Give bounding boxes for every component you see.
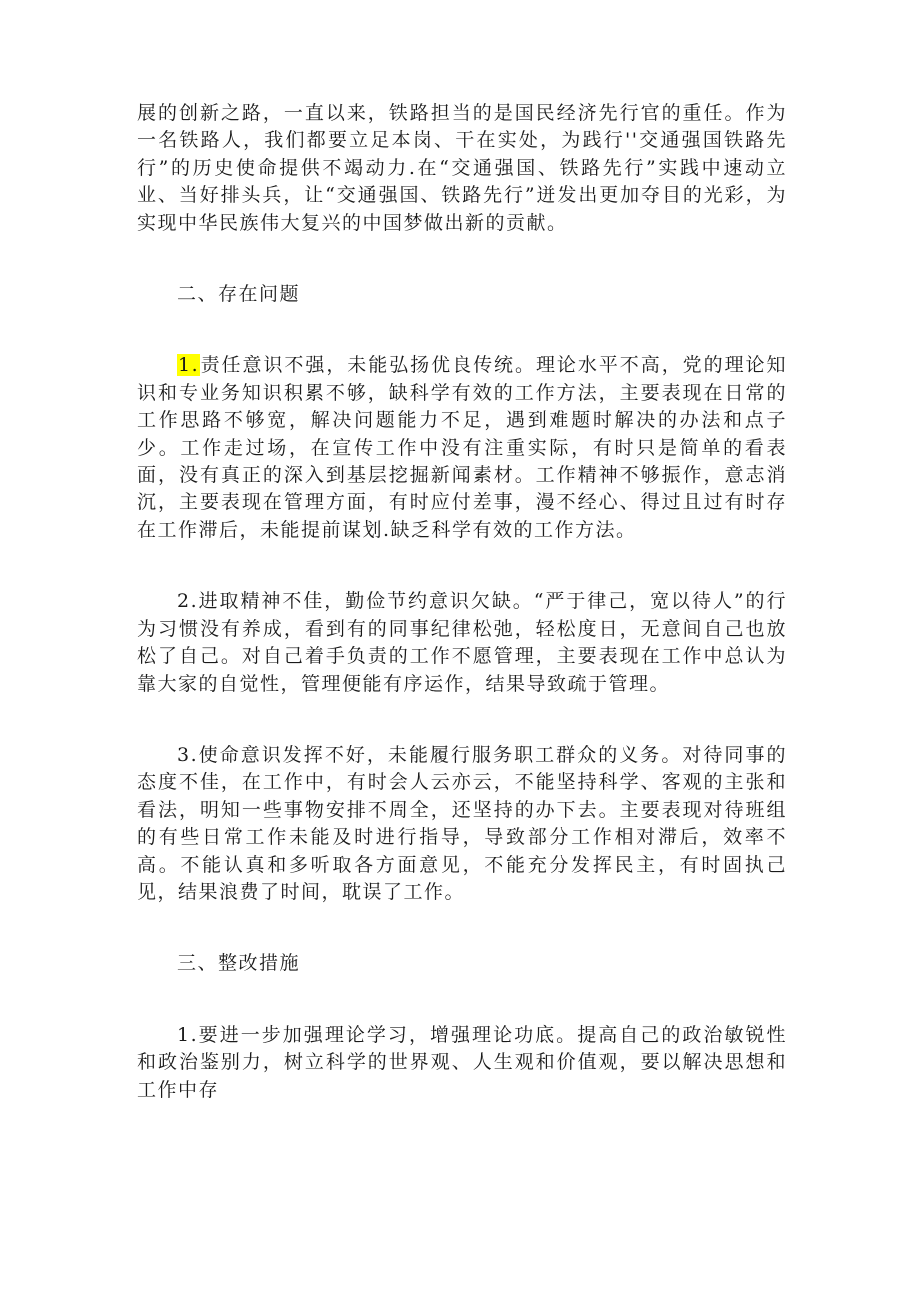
highlighted-item-number: 1. — [178, 354, 200, 377]
document-page — [137, 100, 787, 1104]
paragraph-problem-2: 2.进取精神不佳，勤俭节约意识欠缺。“严于律己，宽以待人”的行为习惯没有养成，看到有的同事纪律松弛，轻松度日，无意间自己也放松了自己。对自己着手负责的工作不愿管理，主要表现在工作中总认为靠大家的自觉性，管理便能有序运作，结果导致疏于管理。 — [137, 590, 787, 695]
section-heading-problems: 二、存在问题 — [177, 283, 301, 306]
section-heading-measures: 三、整改措施 — [177, 952, 301, 975]
problem-1-text: 责任意识不强，未能弘扬优良传统。理论水平不高，党的理论知识和专业务知识积累不够，缺科学有效的工作方法，主要表现在日常的工作思路不够宽，解决问题能力不足，遇到难题时解决的办法和点子少。工作走过场，在宣传工作中没有注重实际，有时只是简单的看表面，没有真正的深入到基层挖掘新闻素材。工作精神不够振作，意志消沉，主要表现在管理方面，有时应付差事，漫不经心、得过且过有时存在工作滞后，未能提前谋划.缺乏科学有效的工作方法。 — [137, 354, 787, 541]
paragraph-measure-1: 1.要进一步加强理论学习，增强理论功底。提高自己的政治敏锐性和政治鉴别力，树立科学的世界观、人生观和价值观，要以解决思想和工作中存 — [137, 1023, 787, 1101]
paragraph-intro-continued: 展的创新之路，一直以来，铁路担当的是国民经济先行官的重任。作为一名铁路人，我们都要立足本岗、干在实处，为践行''交通强国铁路先行”的历史使命提供不竭动力.在“交通强国、铁路先行”实践中速动立业、当好排头兵，让“交通强国、铁路先行”迸发出更加夺目的光彩，为实现中华民族伟大复兴的中国梦做出新的贡献。 — [137, 102, 787, 234]
paragraph-problem-3: 3.使命意识发挥不好，未能履行服务职工群众的义务。对待同事的态度不佳，在工作中，有时会人云亦云，不能坚持科学、客观的主张和看法，明知一些事物安排不周全，还坚持的办下去。主要表现对待班组的有些日常工作未能及时进行指导，导致部分工作相对滞后，效率不高。不能认真和多听取各方面意见，不能充分发挥民主，有时固执己见，结果浪费了时间，耽误了工作。 — [137, 743, 787, 903]
paragraph-problem-1 — [137, 352, 787, 544]
